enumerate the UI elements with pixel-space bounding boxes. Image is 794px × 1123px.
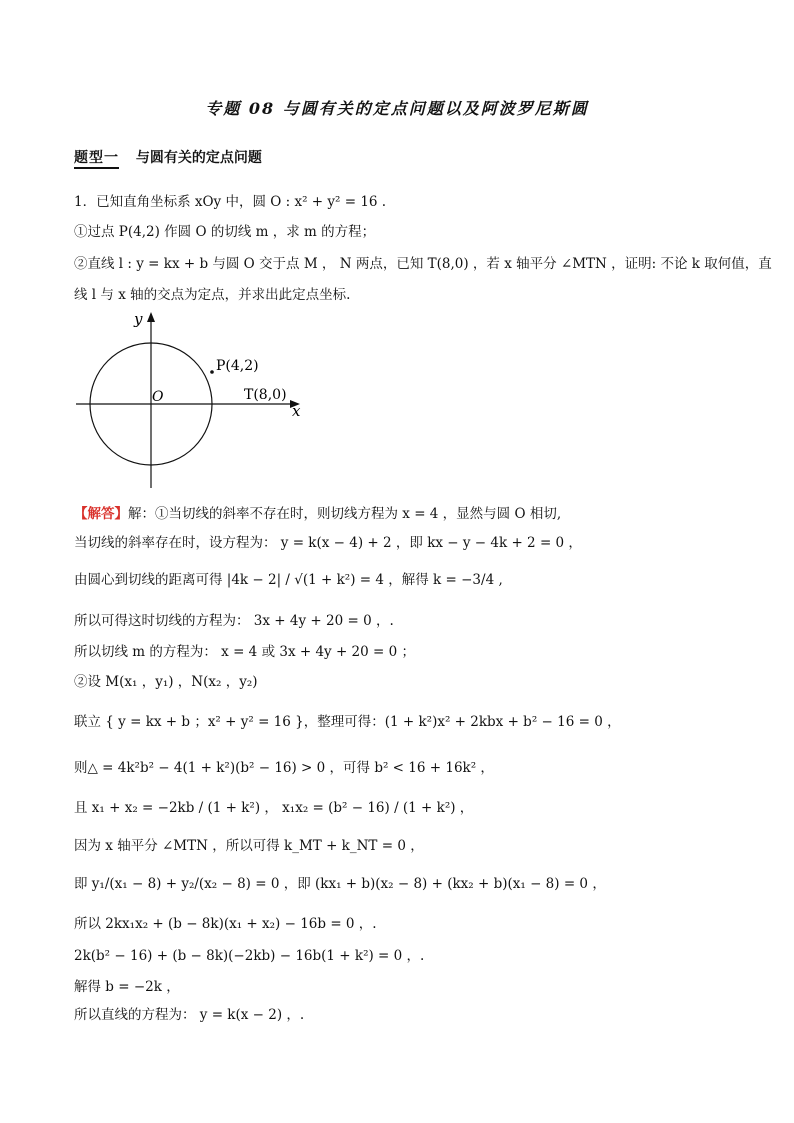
solution-line-4: 所以可得这时切线的方程为： 3x + 4y + 20 = 0 ，. bbox=[74, 613, 394, 629]
problem-line-4: 线 l 与 x 轴的交点为定点，并求出此定点坐标. bbox=[74, 287, 351, 303]
solution-line-5: 所以切线 m 的方程为： x = 4 或 3x + 4y + 20 = 0 ； bbox=[74, 644, 416, 660]
x-axis-label: x bbox=[292, 402, 301, 420]
origin-label: O bbox=[152, 389, 164, 405]
point-p-dot bbox=[210, 370, 214, 374]
solution-line-12: 所以 2kx₁x₂ + (b − 8k)(x₁ + x₂) − 16b = 0 ，. bbox=[74, 916, 377, 932]
answer-tag: 【解答】 bbox=[74, 506, 128, 522]
solution-line-11: 即 y₁/(x₁ − 8) + y₂/(x₂ − 8) = 0 ，即 (kx₁ + b)(x₂ − 8) + (kx₂ + b)(x₁ − 8) = 0 ， bbox=[74, 876, 606, 892]
problem-line-3: ②直线 l : y = kx + b 与圆 O 交于点 M ， N 两点，已知 T(8,0) ，若 x 轴平分 ∠MTN ，证明: 不论 k 取何值，直 bbox=[74, 256, 772, 272]
problem-line-2: ①过点 P(4,2) 作圆 O 的切线 m ，求 m 的方程； bbox=[74, 224, 376, 240]
solution-line-8: 则△ = 4k²b² − 4(1 + k²)(b² − 16) > 0 ，可得 b² < 16 + 16k² ， bbox=[74, 760, 494, 776]
circle-figure bbox=[70, 308, 310, 493]
y-axis-arrow-icon bbox=[147, 312, 155, 322]
solution-line-15: 所以直线的方程为： y = k(x − 2) ，. bbox=[74, 1007, 305, 1023]
solution-line-6: ②设 M(x₁ ，y₁) ，N(x₂ ，y₂) bbox=[74, 674, 258, 690]
page-title: 专题 08 与圆有关的定点问题以及阿波罗尼斯圆 bbox=[205, 99, 589, 118]
solution-line-9: 且 x₁ + x₂ = −2kb / (1 + k²) ， x₁x₂ = (b² − 16) / (1 + k²) ， bbox=[74, 800, 474, 816]
point-p-label: P(4,2) bbox=[216, 358, 259, 374]
solution-line-1 bbox=[74, 502, 561, 522]
solution-line-13: 2k(b² − 16) + (b − 8k)(−2kb) − 16b(1 + k²) = 0 ，. bbox=[74, 948, 425, 964]
solution-line-10: 因为 x 轴平分 ∠MTN ，所以可得 k_MT + k_NT = 0 ， bbox=[74, 838, 424, 854]
solution-line-1-text: 解：①当切线的斜率不存在时，则切线方程为 x = 4 ，显然与圆 O 相切, bbox=[128, 506, 562, 522]
section-heading-text: 与圆有关的定点问题 bbox=[135, 150, 262, 166]
problem-line-1: 1．已知直角坐标系 xOy 中，圆 O : x² + y² = 16 . bbox=[74, 194, 387, 210]
solution-line-2: 当切线的斜率存在时，设方程为： y = k(x − 4) + 2 ，即 kx − y − 4k + 2 = 0 ， bbox=[74, 535, 582, 551]
section-tag: 题型一 bbox=[74, 147, 119, 169]
solution-line-14: 解得 b = −2k ， bbox=[74, 979, 180, 995]
y-axis-label: y bbox=[134, 310, 143, 328]
solution-line-3: 由圆心到切线的距离可得 |4k − 2| / √(1 + k²) = 4 ，解得 k = −3/4 , bbox=[74, 572, 503, 588]
solution-line-7: 联立 { y = kx + b ；x² + y² = 16 }，整理可得：(1 + k²)x² + 2kbx + b² − 16 = 0 ， bbox=[74, 714, 621, 730]
section-heading bbox=[74, 147, 262, 169]
point-t-label: T(8,0) bbox=[244, 387, 287, 403]
